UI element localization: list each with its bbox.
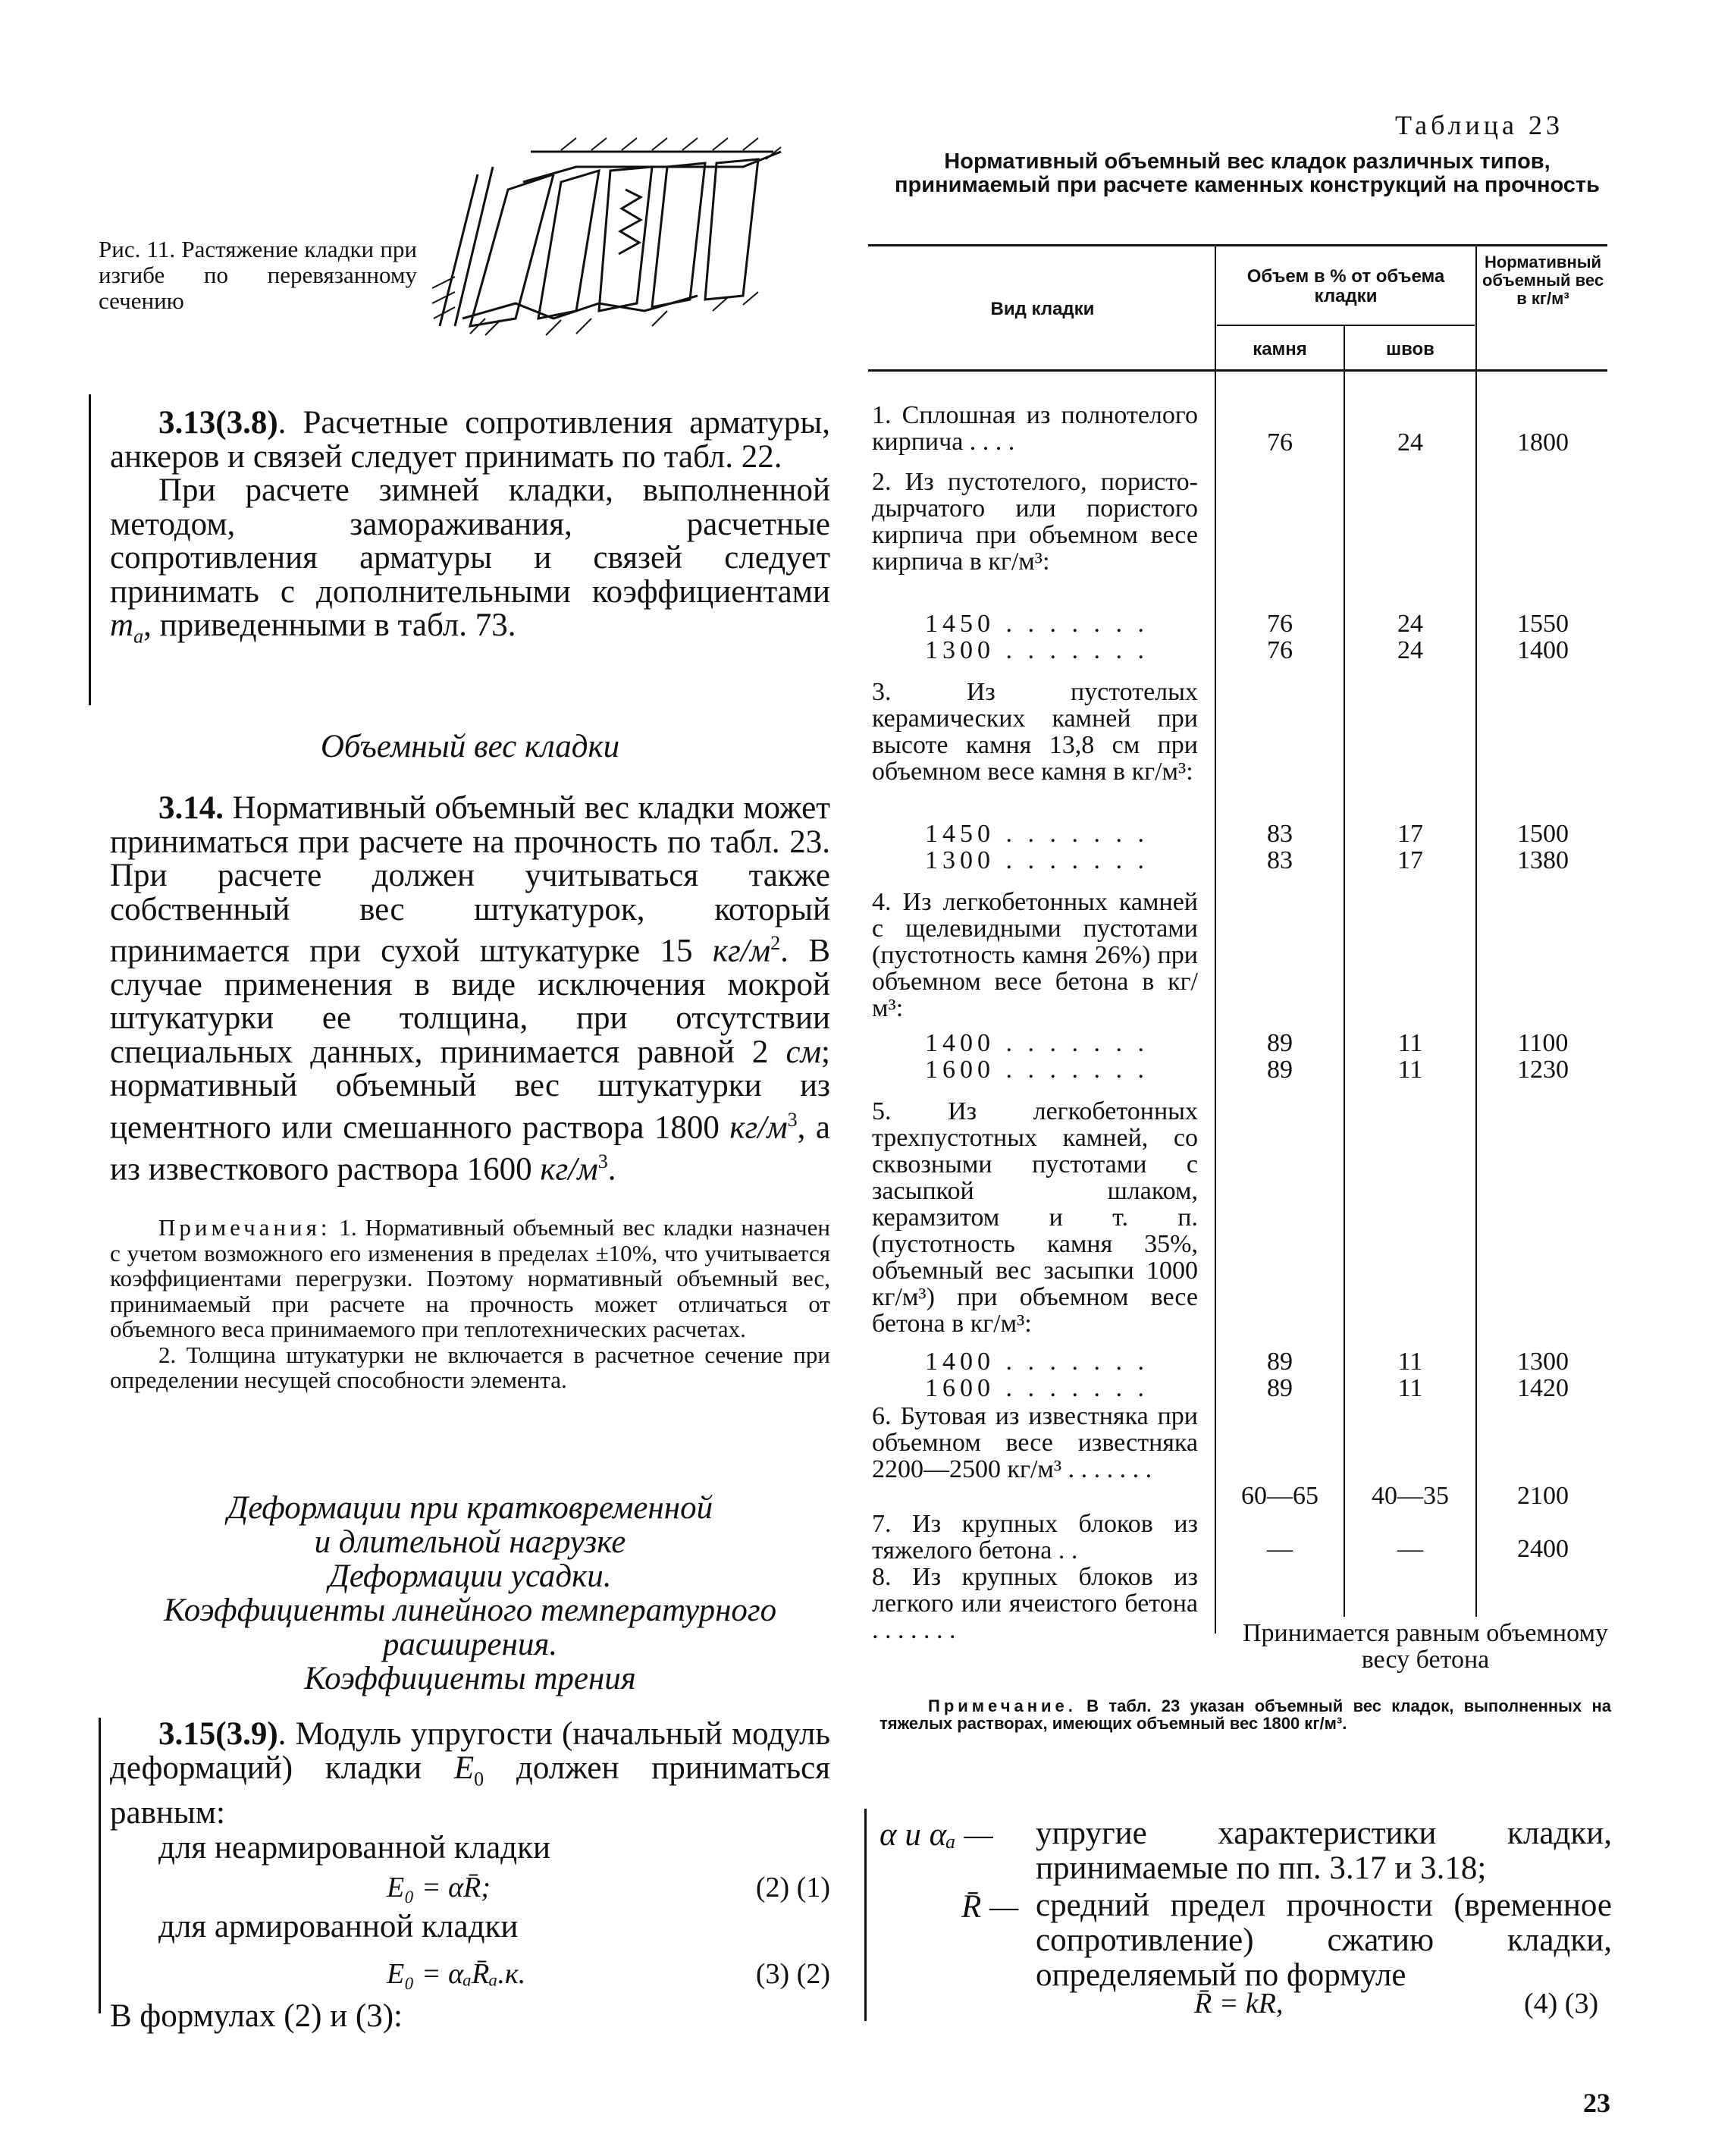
row-5a-weight: 1300: [1517, 1348, 1569, 1376]
header-norm: Нормативный объемный вес в кг/м³: [1482, 253, 1604, 308]
table-note-head: Примечание.: [928, 1696, 1077, 1715]
clause-3-14-para: 3.14. Нормативный объемный вес кладки может приниматься при расчете на прочность по табл. 23. При расчете должен учитываться также собственный вес штукатурок, который принимается при сухой штукатурке 15 $кг/м^2$. В случае применения в виде исключения мокрой штукатурки ее толщина, при отсутствии специальных данных, принимается равной 2 см; нормативный объемный вес штукатурки из цементного или смешанного раствора 1800 $кг/м^3$, а из известкового раствора 1600 $кг/м^3$.: [110, 790, 830, 1187]
clause-text: ; нормативный объемный вес штукатурки из цементного или смешанного раствора 1800: [110, 1034, 830, 1146]
row-6-joints: 40—35: [1372, 1482, 1449, 1510]
clause-number: 3.14.: [158, 790, 224, 826]
unit: кг/м: [729, 1109, 788, 1146]
definition-r-symbol: R̄ —: [961, 1889, 1019, 1925]
clause-text: , а из известкового раствора 1600: [110, 1109, 830, 1187]
figure-caption: Рис. 11. Растяжение кладки при изгибе по перевязанному сечению: [99, 236, 417, 314]
table-rule-head: [868, 369, 1607, 372]
row-6-text: 6. Бутовая из известняка при объемном весе известняка 2200—2500 кг/м³ . . . . . . .: [872, 1402, 1198, 1483]
equation-number: (2) (1): [755, 1872, 830, 1904]
formula-3: [110, 1945, 830, 1998]
row-8-span: Принимается равным объемному весу бетона: [1228, 1617, 1623, 1676]
row-5b-weight: 1420: [1517, 1374, 1569, 1402]
row-5a-text: 1400 . . . . . . .: [925, 1348, 1149, 1376]
row-8-text: 8. Из крупных блоков из легкого или ячеистого бетона . . . . . . .: [872, 1563, 1198, 1644]
heading-line: Деформации усадки.: [328, 1558, 612, 1594]
equation-number: (4) (3): [1524, 1988, 1599, 2019]
row-4a-text: 1400 . . . . . . .: [925, 1029, 1149, 1057]
heading-line: расширения.: [382, 1627, 558, 1662]
table-rule-sub: [1217, 325, 1475, 326]
margin-bar: [864, 1809, 867, 2021]
clause-ref: (3.8): [215, 405, 278, 441]
masonry-figure-icon: [425, 137, 789, 356]
row-1-stone: 76: [1267, 428, 1293, 457]
table-note-text: В табл. 23 указан объемный вес кладок, выполненных на тяжелых растворах, имеющих объемный вес 1800 кг/м³.: [880, 1696, 1611, 1733]
clause-number: 3.15: [158, 1716, 216, 1752]
row-2a-stone: 76: [1267, 610, 1293, 638]
row-3a-text: 1450 . . . . . . .: [925, 820, 1149, 848]
notes: [110, 1215, 830, 1393]
header-kind: Вид кладки: [990, 299, 1095, 319]
clause-text: При расчете зимней кладки, выполненной методом, замораживания, расчетные сопротивления арматуры и связей следует принимать с дополнительными коэффициентами: [110, 472, 830, 610]
row-2b-text: 1300 . . . . . . .: [925, 636, 1149, 664]
section-heading-deformations: [110, 1491, 830, 1696]
clause-ref: (3.9): [215, 1716, 278, 1752]
row-2a-joints: 24: [1397, 610, 1423, 638]
definition-alpha: упругие характеристики кладки, принимаемые по пп. 3.17 и 3.18;: [1036, 1815, 1612, 1886]
row-4b-weight: 1230: [1517, 1056, 1569, 1084]
clause-3-13: [110, 406, 830, 654]
clause-3-13-para2: [110, 474, 830, 654]
row-2-text: 2. Из пустотелого, пористо-дырчатого или пористого кирпича при объемном весе кирпича в кг/м³:: [872, 468, 1198, 576]
header-joints: швов: [1386, 339, 1435, 359]
row-7-weight: 2400: [1517, 1535, 1569, 1563]
row-3b-weight: 1380: [1517, 846, 1569, 874]
heading-line: Коэффициенты линейного температурного: [163, 1593, 777, 1628]
clause-text: . В случае применения в виде исключения мокрой штукатурки ее толщина, при отсутствии специальных данных, принимается равной 2: [110, 933, 830, 1070]
row-1-weight: 1800: [1517, 428, 1569, 457]
figure-11: [425, 137, 789, 356]
formula-4: R̄ = kR,: [1194, 1988, 1284, 2019]
row-2b-joints: 24: [1397, 636, 1423, 664]
row-2b-stone: 76: [1267, 636, 1293, 664]
unit: кг/м: [540, 1150, 598, 1187]
section-heading: Объемный вес кладки: [320, 729, 620, 764]
table-vline: [1475, 246, 1477, 1629]
formula: E₀ = αₐR̄ₐ.к.: [387, 1958, 526, 1991]
note-1: [110, 1215, 830, 1342]
clause-3-14: [110, 792, 830, 1186]
clause-3-13-para1: [110, 406, 830, 474]
row-3b-text: 1300 . . . . . . .: [925, 846, 1149, 874]
row-4a-stone: 89: [1267, 1029, 1293, 1057]
row-6-weight: 2100: [1517, 1482, 1569, 1510]
clause-3-15-para: [110, 1718, 830, 1830]
row-3a-joints: 17: [1397, 820, 1423, 848]
row-5-text: 5. Из легкобетонных трехпустотных камней, со сквозными пустотами с засыпкой шлаком, керамзитом и т. п. (пустотность камня 35%, объемный вес засыпки 1000 кг/м³) при объемном весе бетона в кг/м³:: [872, 1097, 1198, 1338]
clause-text: должен приниматься равным:: [110, 1750, 830, 1831]
clause-text: .: [607, 1150, 616, 1187]
heading-line: и длительной нагрузке: [314, 1524, 626, 1560]
clause-text: Нормативный объемный вес кладки может приниматься при расчете на прочность по табл. 23. При расчете должен учитываться также собственный вес штукатурок, который принимается при сухой штукатурке 15: [110, 790, 830, 969]
modulus-sub: 0: [474, 1768, 484, 1790]
definition-r: средний предел прочности (временное сопротивление) сжатию кладки, определяемый по формуле: [1036, 1888, 1612, 1993]
clause-text: , приведенными в табл. 73.: [143, 607, 516, 643]
equation-number: (3) (2): [755, 1958, 830, 1991]
clause-text: . Расчетные сопротивления арматуры, анкеров и связей следует принимать по табл. 22.: [110, 405, 830, 475]
row-4b-stone: 89: [1267, 1056, 1293, 1084]
row-3a-weight: 1500: [1517, 820, 1569, 848]
unit: см: [785, 1034, 822, 1070]
formulas-intro: В формулах (2) и (3):: [110, 1998, 403, 2035]
row-3a-stone: 83: [1267, 820, 1293, 848]
unit: кг/м: [712, 933, 771, 969]
coef-var: m: [110, 607, 134, 643]
row-6-stone: 60—65: [1241, 1482, 1318, 1510]
row-5a-joints: 11: [1397, 1348, 1423, 1376]
table-rule-top: [868, 244, 1607, 246]
notes-head: Примечания:: [158, 1214, 331, 1241]
row-2b-weight: 1400: [1517, 636, 1569, 664]
row-3b-joints: 17: [1397, 846, 1423, 874]
row-7-text: 7. Из крупных блоков из тяжелого бетона . .: [872, 1510, 1198, 1564]
row-7-joints: —: [1397, 1535, 1423, 1563]
clause-number: 3.13: [158, 405, 216, 441]
row-4-text: 4. Из легкобетонных камней с щелевидными пустотами (пустотность камня 26%) при объемном весе бетона в кг/м³:: [872, 888, 1198, 1022]
row-4a-weight: 1100: [1517, 1029, 1569, 1057]
row-7-stone: —: [1267, 1535, 1293, 1563]
unreinforced-label: для неармированной кладки: [158, 1830, 550, 1866]
table-label: Таблица 23: [1395, 110, 1563, 140]
row-3-text: 3. Из пустотелых керамических камней при высоте камня 13,8 см при объемном весе камня в кг/м³:: [872, 678, 1198, 786]
row-2a-weight: 1550: [1517, 610, 1569, 638]
row-3b-stone: 83: [1267, 846, 1293, 874]
row-4b-text: 1600 . . . . . . .: [925, 1056, 1149, 1084]
row-1-joints: 24: [1397, 428, 1423, 457]
row-4b-joints: 11: [1397, 1056, 1423, 1084]
reinforced-label: для армированной кладки: [158, 1909, 519, 1945]
row-2a-text: 1450 . . . . . . .: [925, 610, 1149, 638]
note-text: 1. Нормативный объемный вес кладки назначен с учетом возможного его изменения в пределах ±10%, что учитывается коэффициентами перегрузки. Поэтому нормативный объемный вес, принимаемый при расчете на прочность может отличаться от объемного веса принимаемого при теплотехнических расчетах.: [110, 1214, 830, 1342]
heading-line: Деформации при кратковременной: [227, 1490, 713, 1526]
header-volume: Объем в % от объема кладки: [1246, 266, 1445, 306]
formula: E₀ = αR̄;: [387, 1872, 491, 1904]
heading-line: Коэффициенты трения: [304, 1661, 636, 1696]
table-vline: [1344, 326, 1345, 1629]
margin-bar: [89, 394, 91, 705]
row-1-text: 1. Сплошная из полнотелого кирпича . . . .: [872, 401, 1198, 456]
page-number: 23: [1583, 2088, 1610, 2118]
table-title: Нормативный объемный вес кладок различных типов, принимаемый при расчете каменных конструкций на прочность: [895, 149, 1600, 197]
row-5b-joints: 11: [1397, 1374, 1423, 1402]
clause-3-15: [110, 1718, 830, 2035]
row-5a-stone: 89: [1267, 1348, 1293, 1376]
table-note: [880, 1697, 1611, 1732]
coef-sub: a: [133, 625, 144, 648]
definition-alpha-symbol: α и αₐ —: [880, 1817, 993, 1853]
modulus-var: E: [453, 1750, 475, 1786]
table-vline: [1215, 246, 1216, 1633]
clause-text: . Модуль упругости (начальный модуль деформаций) кладки: [110, 1716, 830, 1786]
note-2: 2. Толщина штукатурки не включается в расчетное сечение при определении несущей способности элемента.: [110, 1341, 830, 1393]
header-stone: камня: [1253, 339, 1307, 359]
row-5b-text: 1600 . . . . . . .: [925, 1374, 1149, 1402]
row-4a-joints: 11: [1397, 1029, 1423, 1057]
row-5b-stone: 89: [1267, 1374, 1293, 1402]
margin-bar: [99, 1718, 101, 2013]
formula-2: [110, 1866, 830, 1909]
